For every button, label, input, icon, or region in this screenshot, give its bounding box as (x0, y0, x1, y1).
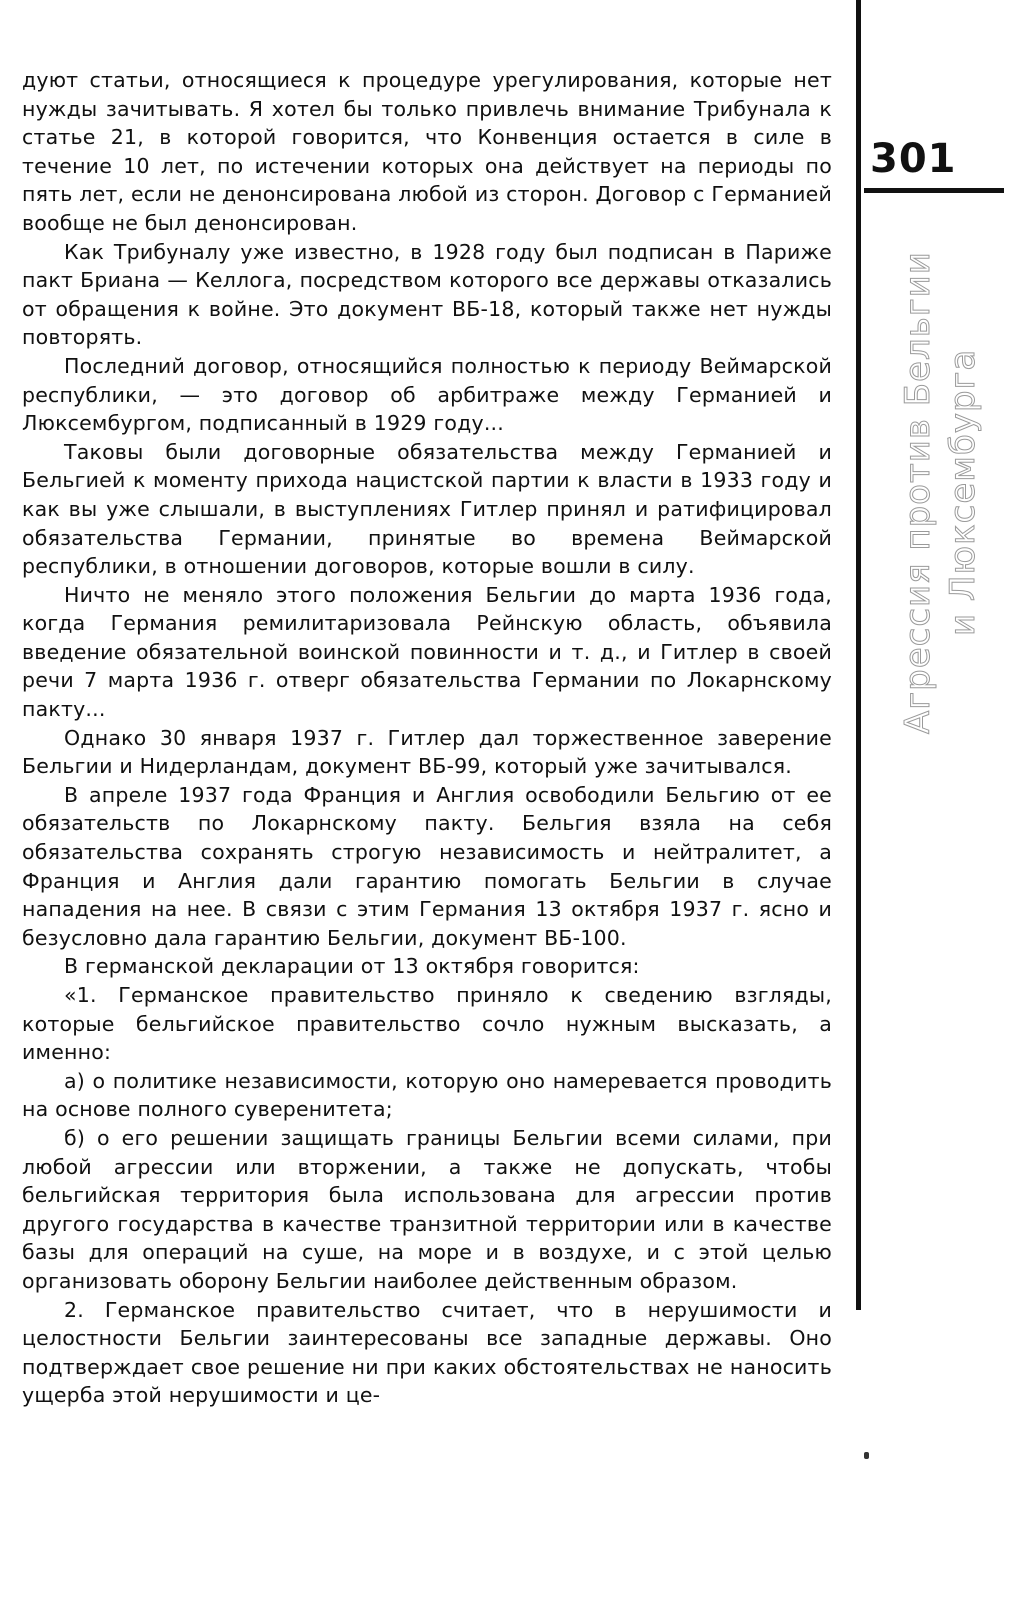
running-title (898, 205, 983, 780)
paragraph: «1. Германское правительство приняло к сведению взгляды, которые бельгийское правительство сочло нужным высказать, а именно: (22, 983, 832, 1065)
paragraph: Таковы были договорные обязательства между Германией и Бельгией к моменту прихода нацистской партии к власти в 1933 году и как вы уже слышали, в выступлениях Гитлер принял и ратифицировал обязательства Германии, принятые во времена Веймарской республики, в отношении договоров, которые вошли в силу. (22, 439, 832, 579)
paragraph: Как Трибуналу уже известно, в 1928 году был подписан в Париже пакт Бриана — Келлога, посредством которого все державы отказались от обращения к войне. Это документ ВБ-18, который также нет нужды повторять. (22, 239, 832, 350)
paragraph: Однако 30 января 1937 г. Гитлер дал торжественное заверение Бельгии и Нидерландам, документ ВБ-99, который уже зачитывался. (22, 725, 832, 779)
paragraph: 2. Германское правительство считает, что в нерушимости и целостности Бельгии заинтересованы все западные державы. Оно подтверждает свое решение ни при каких обстоятельствах не наносить ущерба этой нерушимости и це- (22, 1297, 832, 1408)
paragraph: В апреле 1937 года Франция и Англия освободили Бельгию от ее обязательств по Локарнскому пакту. Бельгия взяла на себя обязательства сохранять строгую независимость и нейтралитет, а Франция и Англия дали гарантию помогать Бельгии в случае нападения на нее. В связи с этим Германия 13 октября 1937 г. ясно и безусловно дала гарантию Бельгии, документ ВБ-100. (22, 782, 832, 950)
margin-rule (856, 0, 861, 1310)
paragraph: дуют статьи, относящиеся к процедуре урегулирования, которые нет нужды зачитывать. Я хотел бы только привлечь внимание Трибунала к статье 21, в которой говорится, что Конвенция остается в силе в течение 10 лет, по истечении которых она действует на периоды по пять лет, если не денонсирована любой из сторон. Договор с Германией вообще не был денонсирован. (22, 68, 832, 235)
page-number-underline (864, 188, 1004, 193)
margin-mark (864, 1452, 869, 1459)
paragraph: Последний договор, относящийся полностью к периоду Веймарской республики, — это договор об арбитраже между Германией и Люксембургом, подписанный в 1929 году... (22, 353, 832, 436)
body-text (22, 66, 832, 1410)
paragraph: б) о его решении защищать границы Бельгии всеми силами, при любой агрессии или вторжении, а также не допускать, чтобы бельгийская территория была использована для агрессии против другого государства в качестве транзитной территории или в качестве базы для операций на суше, на море и в воздухе, и с этой целью организовать оборону Бельгии наиболее действенным образом. (22, 1125, 832, 1293)
paragraph: а) о политике независимости, которую оно намеревается проводить на основе полного суверенитета; (22, 1068, 832, 1122)
paragraph: Ничто не меняло этого положения Бельгии до марта 1936 года, когда Германия ремилитаризовала Рейнскую область, объявила введение обязательной воинской повинности и т. д., и Гитлер в своей речи 7 марта 1936 г. отверг обязательства Германии по Локарнскому пакту... (22, 582, 832, 722)
running-title-line-2: и Люксембурга (943, 348, 983, 637)
page-number: 301 (870, 136, 957, 182)
running-title-line-1: Агрессия против Бельгии (898, 251, 938, 734)
paragraph: В германской декларации от 13 октября говорится: (64, 954, 640, 979)
